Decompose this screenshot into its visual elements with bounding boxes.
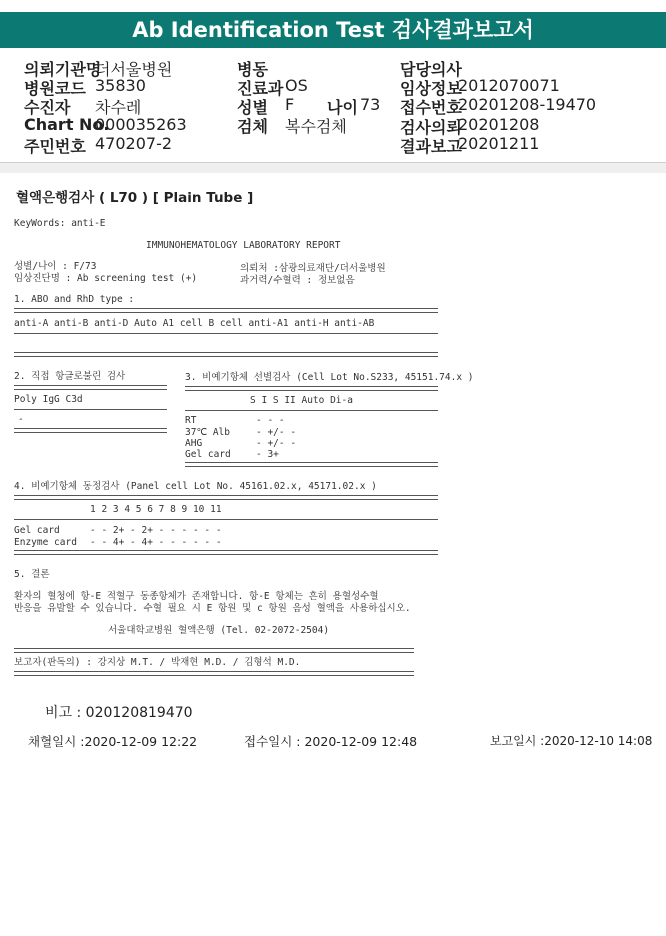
identification-row-values: - - 4+ - 4+ - - - - - - — [90, 537, 222, 548]
abo-columns: anti-A anti-B anti-D Auto A1 cell B cell anti-A1 anti-H anti-AB — [14, 318, 375, 329]
hospital-code-label: 병원코드 — [24, 79, 86, 98]
remark: 비고 : 020120819470 — [45, 705, 193, 721]
rule — [14, 671, 414, 676]
blood-bank: 서울대학교병원 혈액은행 (Tel. 02-2072-2504) — [108, 625, 330, 636]
rule — [14, 333, 438, 334]
collected-time: 채혈일시 :2020-12-09 12:22 — [28, 734, 198, 749]
rule — [185, 386, 438, 391]
request-org: 더서울병원 — [95, 60, 173, 79]
report-title: Ab Identification Test 검사결과보고서 — [0, 12, 666, 48]
resident-no: 470207-2 — [95, 134, 173, 153]
screening-header: S I S II Auto Di-a — [250, 395, 353, 406]
divider-band — [0, 163, 666, 173]
specimen: 복수검체 — [285, 117, 347, 136]
screening-row-values: - +/- - — [256, 438, 297, 449]
age-label: 나이 — [327, 98, 358, 117]
rule — [14, 648, 414, 653]
conclusion-line: 반응을 유발할 수 있습니다. 수혈 필요 시 E 항원 및 c 항원 음성 혈액을 사용하십시오. — [14, 603, 411, 614]
conclusion-line: 환자의 혈청에 항-E 적혈구 동종항체가 존재합니다. 항-E 항체는 흔히 용혈성수혈 — [14, 591, 379, 602]
conclusion-title: 5. 결론 — [14, 569, 50, 580]
request-org-label: 의뢰기관명 — [24, 60, 102, 79]
dat-value: - — [18, 414, 24, 425]
sex-label: 성별 — [237, 98, 268, 117]
dat-columns: Poly IgG C3d — [14, 394, 83, 405]
patient-name: 차수레 — [95, 98, 142, 117]
rule — [14, 409, 167, 410]
history: 과거력/수혈력 : 정보없음 — [240, 275, 355, 286]
chart-no: 000035263 — [95, 115, 187, 134]
patient-label: 수진자 — [24, 98, 71, 117]
rule — [14, 385, 167, 390]
rule — [185, 462, 438, 467]
hospital-code: 35830 — [95, 76, 146, 95]
dat-title: 2. 직접 항글로불린 검사 — [14, 371, 126, 382]
screening-row-label: RT — [185, 415, 197, 426]
chart-label: Chart No. — [24, 115, 110, 134]
rule — [14, 428, 167, 433]
request-date: 20201208 — [458, 115, 540, 134]
section-title: 혈액은행검사 ( L70 ) [ Plain Tube ] — [16, 190, 254, 206]
dept-label: 진료과 — [237, 79, 284, 98]
report-date: 20201211 — [458, 134, 540, 153]
diagnosis: 임상진단명 : Ab screening test (+) — [14, 273, 198, 284]
identification-row-label: Enzyme card — [14, 537, 77, 548]
screening-row-label: AHG — [185, 438, 203, 449]
clinical-info: 2012070071 — [458, 76, 560, 95]
identification-row-label: Gel card — [14, 525, 60, 536]
identification-row-values: - - 2+ - 2+ - - - - - - — [90, 525, 222, 536]
clinical-label: 임상정보 — [400, 79, 462, 98]
reported-time: 보고일시 :2020-12-10 14:08 — [490, 734, 653, 748]
screening-row-values: - +/- - — [256, 427, 297, 438]
specimen-label: 검체 — [237, 117, 268, 136]
rule — [14, 308, 438, 313]
sex-age: 성별/나이 : F/73 — [14, 261, 97, 272]
sex: F — [285, 95, 295, 114]
report-date-label: 결과보고 — [400, 137, 462, 156]
request-date-label: 검사의뢰 — [400, 118, 462, 137]
rule — [14, 352, 438, 357]
requester: 의뢰처 :삼광의료재단/더서울병원 — [240, 263, 386, 274]
rule — [14, 519, 438, 520]
identification-title: 4. 비예기항체 동정검사 (Panel cell Lot No. 45161.02.x, 45171.02.x ) — [14, 481, 377, 492]
rule — [14, 550, 438, 555]
patient-header — [0, 52, 666, 163]
screening-row-label: Gel card — [185, 449, 231, 460]
identification-header: 1 2 3 4 5 6 7 8 9 10 11 — [90, 504, 222, 515]
screening-row-label: 37℃ Alb — [185, 427, 230, 438]
age: 73 — [360, 95, 381, 114]
abo-title: 1. ABO and RhD type : — [14, 294, 135, 305]
screening-row-values: - 3+ — [256, 449, 279, 460]
screening-title: 3. 비예기항체 선별검사 (Cell Lot No.S233, 45151.74.x ) — [185, 372, 474, 383]
screening-row-values: - - - — [256, 415, 285, 426]
keywords: KeyWords: anti-E — [14, 218, 106, 229]
doctor-label: 담당의사 — [400, 60, 462, 79]
rule — [14, 495, 438, 500]
receipt-label: 접수번호 — [400, 98, 462, 117]
lab-title: IMMUNOHEMATOLOGY LABORATORY REPORT — [146, 240, 341, 251]
received-time: 접수일시 : 2020-12-09 12:48 — [244, 734, 418, 749]
dept: OS — [285, 76, 308, 95]
ward-label: 병동 — [237, 60, 268, 79]
reporters: 보고자(판독의) : 강지상 M.T. / 박재현 M.D. / 김형석 M.D. — [14, 657, 301, 668]
rule — [185, 410, 438, 411]
receipt-no: 20201208-19470 — [458, 95, 597, 114]
resident-label: 주민번호 — [24, 137, 86, 156]
